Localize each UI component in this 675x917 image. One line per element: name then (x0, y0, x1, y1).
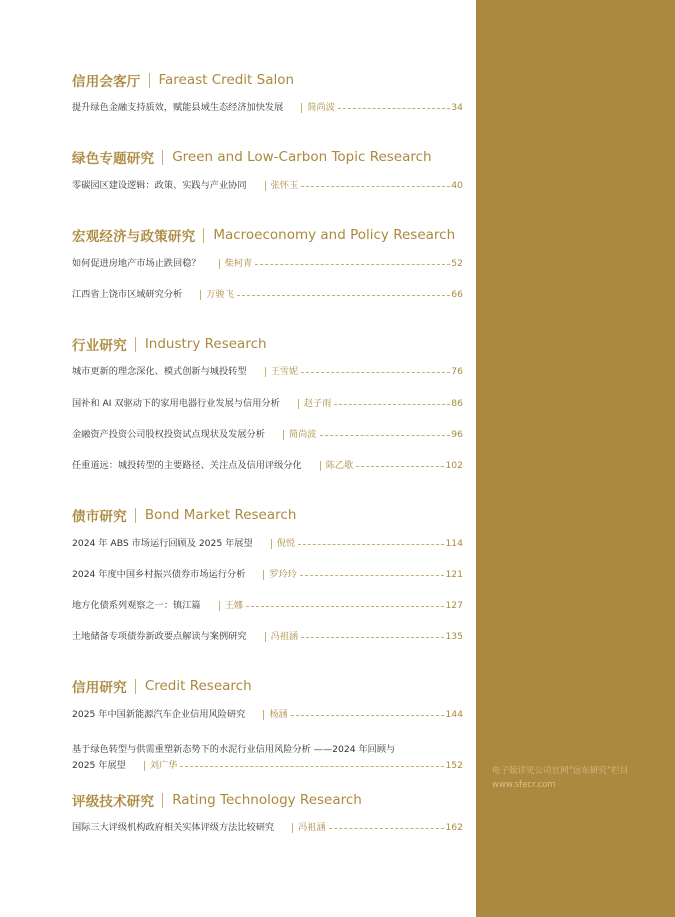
entry-title: 提升绿色金融支持质效，赋能县域生态经济加快发展 (72, 102, 284, 113)
entry-title: 2024 年度中国乡村振兴债券市场运行分析 (72, 569, 246, 580)
entry-author: 冯祖涵 (298, 822, 326, 833)
entry-author: 刘广华 (149, 760, 178, 771)
entry-page: 52 (451, 258, 463, 269)
section-title (72, 505, 296, 525)
section-title-zh: 债市研究 (72, 509, 127, 525)
entry-title-continued: 2025 年展望 (72, 760, 126, 771)
entry-title: 城市更新的理念深化、模式创新与城投转型 (72, 366, 247, 377)
entry-leader (356, 466, 444, 467)
section-title (72, 334, 267, 354)
section-title-zh: 宏观经济与政策研究 (72, 229, 196, 245)
section-divider (135, 337, 136, 352)
entry-author: 罗玲玲 (269, 569, 297, 580)
entry-divider (298, 399, 299, 409)
entry-author: 张怀玉 (270, 180, 299, 191)
entry-divider (200, 290, 201, 300)
entry-author: 杨涵 (269, 709, 288, 720)
entry-author: 陈乙歌 (325, 460, 354, 471)
entry-divider (292, 823, 293, 833)
entry-leader (180, 766, 444, 767)
entry-page: 152 (445, 760, 463, 771)
toc-entry[interactable] (72, 287, 463, 302)
entry-divider (263, 570, 264, 580)
entry-leader (246, 606, 444, 607)
toc-entry[interactable] (72, 100, 463, 115)
entry-divider (283, 430, 284, 440)
entry-title: 如何促进房地产市场止跌回稳？ (72, 258, 201, 269)
entry-page: 40 (451, 180, 463, 191)
section-title-zh: 信用研究 (72, 680, 127, 696)
entry-title: 2025 年中国新能源汽车企业信用风险研究 (72, 709, 246, 720)
entry-page: 114 (445, 538, 463, 549)
toc-entry[interactable] (72, 598, 463, 613)
section-divider (203, 228, 204, 243)
entry-page: 121 (445, 569, 463, 580)
entry-title: 基于绿色转型与供需重塑新态势下的水泥行业信用风险分析 ——2024 年回顾与 (72, 744, 396, 755)
section-title (72, 225, 455, 245)
sidebar-note-url: www.sfecr.com (492, 780, 556, 790)
sidebar-note-text: 电子版详见公司官网“远东研究”栏目 (492, 766, 629, 776)
toc-entry[interactable] (72, 707, 463, 722)
toc-entry[interactable] (72, 742, 463, 773)
toc-entry[interactable] (72, 820, 463, 835)
section-divider (135, 679, 136, 694)
entry-leader (300, 575, 445, 576)
entry-divider (271, 539, 272, 549)
entry-page: 76 (451, 366, 463, 377)
entry-page: 135 (445, 631, 463, 642)
entry-leader (301, 372, 450, 373)
entry-divider (144, 761, 145, 771)
entry-leader (237, 295, 450, 296)
toc-entry[interactable] (72, 536, 463, 551)
entry-title: 零碳园区建设逻辑：政策、实践与产业协同 (72, 180, 247, 191)
section-title-en: Fareast Credit Salon (158, 72, 295, 88)
toc-entry[interactable] (72, 396, 463, 411)
section-title-en: Macroeconomy and Policy Research (213, 227, 456, 243)
entry-page: 66 (451, 289, 463, 300)
entry-divider (265, 632, 266, 642)
section-title-zh: 信用会客厅 (72, 74, 141, 90)
entry-leader (334, 404, 450, 405)
entry-author: 倪悦 (276, 538, 296, 549)
section-title-en: Credit Research (144, 678, 252, 694)
entry-author: 柴柯青 (224, 258, 253, 269)
section-title (72, 70, 294, 90)
section-title-zh: 评级技术研究 (72, 794, 155, 810)
toc-entry[interactable] (72, 567, 463, 582)
toc-entry[interactable] (72, 629, 463, 644)
entry-title: 江西省上饶市区域研究分析 (72, 289, 183, 300)
section-title-en: Bond Market Research (144, 507, 297, 523)
section-divider (162, 150, 163, 165)
entry-page: 86 (451, 398, 463, 409)
entry-leader (298, 544, 444, 545)
entry-author: 简尚波 (288, 429, 317, 440)
entry-page: 144 (445, 709, 463, 720)
entry-title: 地方化债系列观察之一：镇江篇 (72, 600, 201, 611)
entry-title: 国际三大评级机构政府相关实体评级方法比较研究 (72, 822, 275, 833)
entry-title: 2024 年 ABS 市场运行回顾及 2025 年展望 (72, 538, 253, 549)
section-title-en: Rating Technology Research (172, 792, 362, 808)
entry-author: 冯祖涵 (270, 631, 299, 642)
toc-entry[interactable] (72, 364, 463, 379)
section-title (72, 676, 252, 696)
entry-page: 96 (451, 429, 463, 440)
section-title-en: Green and Low-Carbon Topic Research (172, 149, 432, 165)
entry-page: 34 (451, 102, 463, 113)
entry-title: 金融资产投资公司股权投资试点现状及发展分析 (72, 429, 265, 440)
section-title-en: Industry Research (144, 336, 267, 352)
section-title (72, 790, 362, 810)
entry-author: 王娜 (224, 600, 243, 611)
section-title-zh: 绿色专题研究 (72, 151, 155, 167)
section-divider (149, 73, 150, 88)
entry-title: 任重道远：城投转型的主要路径、关注点及信用评级分化 (72, 460, 302, 471)
toc-entry[interactable] (72, 178, 463, 193)
entry-divider (320, 461, 321, 471)
section-divider (135, 508, 136, 523)
entry-page: 102 (445, 460, 463, 471)
entry-title: 土地储备专项债券新政要点解读与案例研究 (72, 631, 247, 642)
entry-leader (320, 435, 451, 436)
section-title-zh: 行业研究 (72, 338, 127, 354)
entry-title: 国补和 AI 双驱动下的家用电器行业发展与信用分析 (72, 398, 280, 409)
entry-author: 王雪妮 (270, 366, 299, 377)
entry-page: 127 (445, 600, 463, 611)
entry-leader (301, 637, 444, 638)
sidebar-note (492, 764, 667, 792)
entry-leader (291, 715, 445, 716)
entry-leader (255, 264, 450, 265)
entry-leader (338, 108, 450, 109)
entry-divider (263, 710, 264, 720)
entry-page: 162 (445, 822, 463, 833)
toc-entry[interactable] (72, 427, 463, 442)
toc-entry[interactable] (72, 256, 463, 271)
entry-author: 简尚波 (307, 102, 335, 113)
sidebar-panel (476, 0, 675, 917)
entry-divider (301, 103, 302, 113)
toc-entry[interactable] (72, 458, 463, 473)
entry-divider (265, 181, 266, 191)
entry-leader (301, 186, 450, 187)
section-divider (162, 793, 163, 808)
entry-divider (219, 601, 220, 611)
section-title (72, 147, 432, 167)
entry-author: 万骏飞 (206, 289, 234, 300)
entry-divider (219, 259, 220, 269)
entry-divider (265, 367, 266, 377)
entry-author: 赵子雨 (303, 398, 332, 409)
entry-leader (329, 828, 445, 829)
